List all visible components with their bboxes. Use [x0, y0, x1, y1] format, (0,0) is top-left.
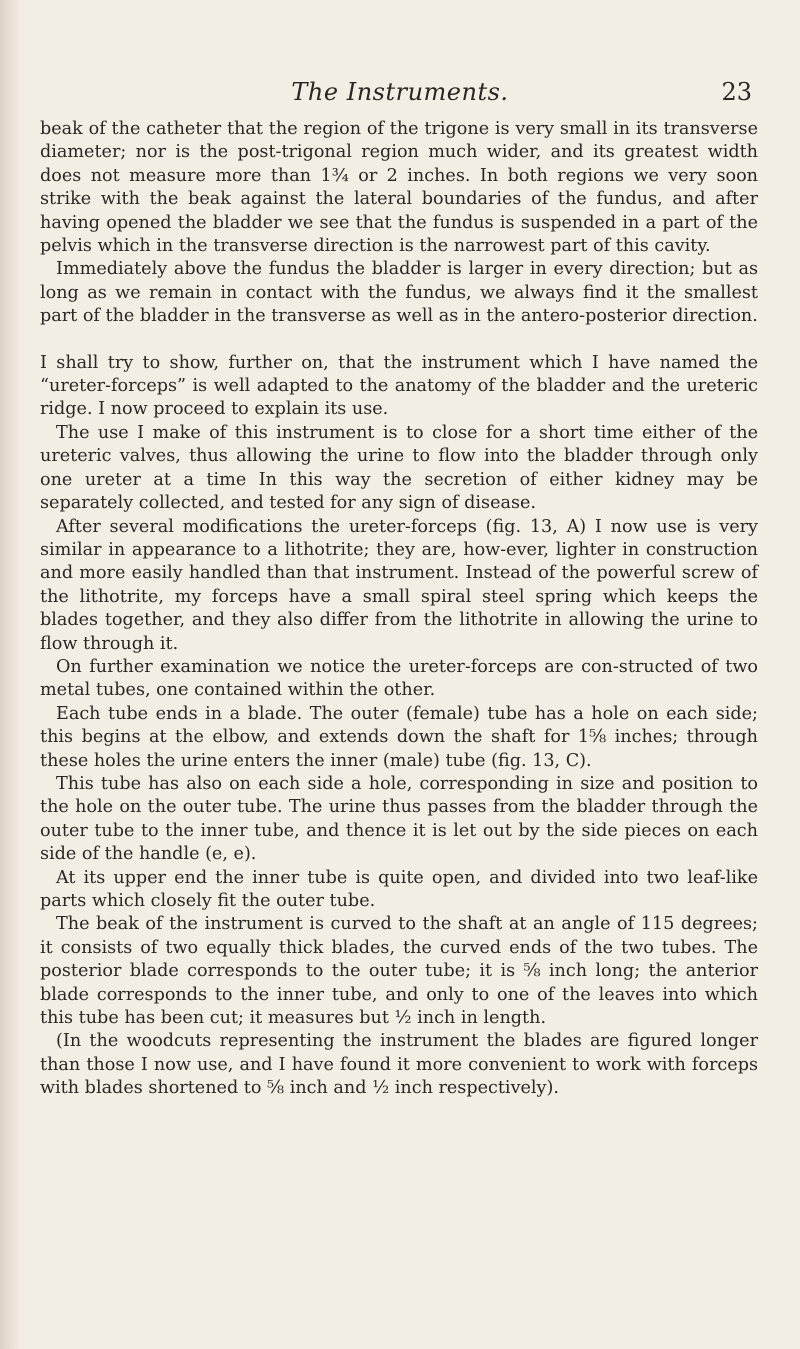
- paragraph: Each tube ends in a blade. The outer (female) tube has a hole on each side; this begins at the elbow, and extends down the shaft for 1⅝ inches; through these holes the urine enters the inner (male) tube (fig. 13, C).: [40, 703, 758, 771]
- paragraph: At its upper end the inner tube is quite open, and divided into two leaf-like parts which closely fit the outer tube.: [40, 867, 758, 911]
- paragraph: The use I make of this instrument is to close for a short time either of the ureteric valves, thus allowing the urine to flow into the bladder through only one ureter at a time In this way the secretion of either kidney may be separately collected, and tested for any sign of disease.: [40, 422, 758, 514]
- paragraph: Immediately above the fundus the bladder is larger in every direction; but as long as we remain in contact with the fundus, we always find it the smallest part of the bladder in the transverse as well as in the antero-posterior direction.: [40, 259, 758, 327]
- paragraph: After several modifications the ureter-forceps (fig. 13, A) I now use is very similar in appearance to a lithotrite; they are, how-ever, lighter in construction and more easily handled than that instrument. Instead of the powerful screw of the lithotrite, my forceps have a small spiral steel spring which keeps the blades together, and they also differ from the lithotrite in allowing the urine to flow through it.: [40, 516, 758, 654]
- page-header: [40, 78, 760, 118]
- paragraph: (In the woodcuts representing the instrument the blades are figured longer than those I now use, and I have found it more convenient to work with forceps with blades shortened to ⅝ inch and ½ inch respectively).: [40, 1031, 758, 1099]
- paragraph: On further examination we notice the ureter-forceps are con-structed of two metal tubes, one contained within the other.: [40, 656, 758, 701]
- paragraph: beak of the catheter that the region of the trigone is very small in its transverse diameter; nor is the post-trigonal region much wider, and its greatest width does not measure more than 1¾ or 2 inches. In both regions we very soon strike with the beak against the lateral boundaries of the fundus, and after having opened the bladder we see that the fundus is suspended in a part of the pelvis which in the transverse direction is the narrowest part of this cavity.: [40, 119, 758, 257]
- paragraph: I shall try to show, further on, that the instrument which I have named the “ureter-forceps” is well adapted to the anatomy of the bladder and the ureteric ridge. I now proceed to explain its use.: [40, 352, 758, 420]
- running-head: The Instruments.: [291, 78, 509, 106]
- paragraph: This tube has also on each side a hole, corresponding in size and position to the hole on the outer tube. The urine thus passes from the bladder through the outer tube to the inner tube, and thence it is let out by the side pieces on each side of the handle (e, e).: [40, 773, 758, 865]
- body-text: [40, 118, 758, 1101]
- page-edge-shadow: [0, 0, 22, 1349]
- page-number: 23: [721, 78, 752, 106]
- paragraph: The beak of the instrument is curved to the shaft at an angle of 115 degrees; it consists of two equally thick blades, the curved ends of the two tubes. The posterior blade corresponds to the outer tube; it is ⅝ inch long; the anterior blade corresponds to the inner tube, and only to one of the leaves into which this tube has been cut; it measures but ½ inch in length.: [40, 914, 758, 1029]
